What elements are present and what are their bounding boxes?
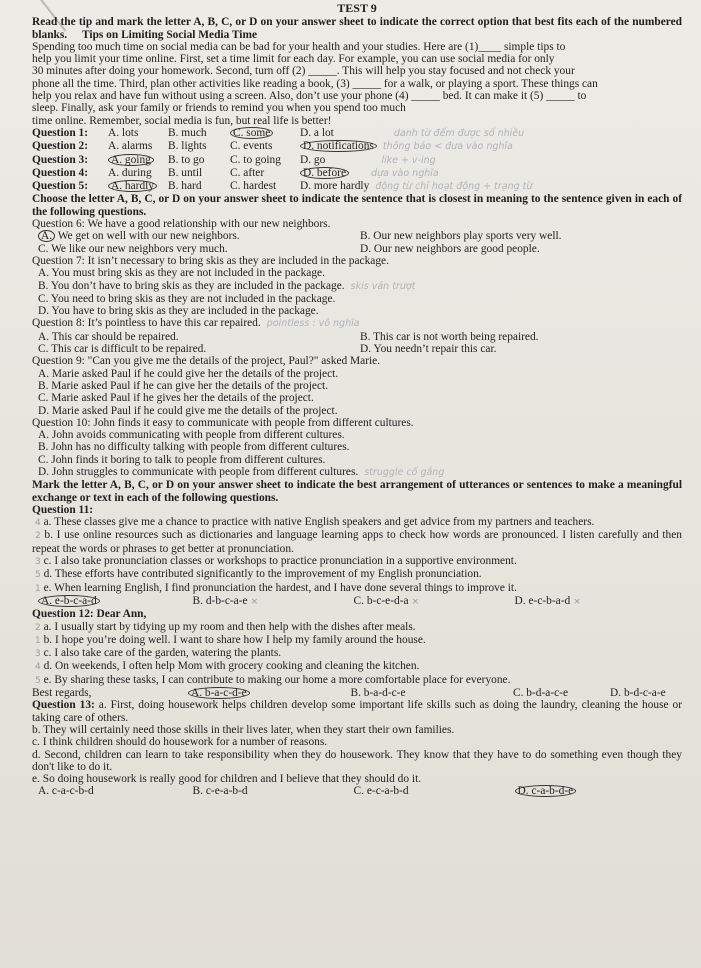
question-11-label: Question 11: xyxy=(32,503,94,516)
handwritten-note: động từ chỉ hoạt động + trạng từ xyxy=(375,181,533,193)
option-a[interactable]: A. We get on well with our new neighbors. xyxy=(38,230,360,242)
passage-line: Spending too much time on social media can be bad for your health and your studies. Here are (1)____ simple tips to xyxy=(32,40,566,53)
section3-instruction: Mark the letter A, B, C, or D on your answer sheet to indicate the best arrangement of utterances or sentences to make a meaningful exchange or text in each of the following questions. xyxy=(32,479,682,504)
option-d[interactable]: D. You have to bring skis as they are included in the package. xyxy=(38,305,319,318)
list-item: c. I think children should do housework for a number of reasons. xyxy=(32,736,328,749)
list-item: 3 c. I also take care of the garden, watering the plants. xyxy=(35,647,282,660)
question-9-stem: Question 9: "Can you give me the details of the project, Paul?" asked Marie. xyxy=(32,355,381,368)
option-c[interactable]: C. You need to bring skis as they are not included in the package. xyxy=(38,292,336,305)
handwritten-note: dựa vào nghĩa xyxy=(371,167,439,179)
option-c[interactable]: C. after xyxy=(230,166,265,179)
option-d[interactable]: D. Our new neighbors are good people. xyxy=(360,242,540,255)
list-item: b. They will certainly need those skills in their lives later, when they start their own families. xyxy=(32,723,455,736)
option-b[interactable]: B. You don’t have to bring skis as they are included in the package. skis ván trượt xyxy=(38,279,416,292)
option-d[interactable]: D. a lot xyxy=(300,126,334,139)
option-d[interactable]: D. notifications xyxy=(300,140,377,152)
question-8-options xyxy=(32,331,682,356)
handwritten-note: danh từ đếm được số nhiều xyxy=(393,127,525,139)
option-b[interactable]: B. hard xyxy=(168,180,202,193)
option-a[interactable]: A. John avoids communicating with people from different cultures. xyxy=(38,429,345,442)
question-13-options xyxy=(32,785,682,797)
option-c[interactable]: C. Marie asked Paul if he gives her the details of the project. xyxy=(38,392,314,405)
option-a[interactable]: A. lots xyxy=(108,126,139,139)
handwritten-note: struggle cố gắng xyxy=(364,466,445,478)
option-b[interactable]: B. much xyxy=(168,126,207,139)
option-a[interactable]: A. e-b-c-a-d xyxy=(38,595,193,608)
option-a[interactable]: A. b-a-c-d-e xyxy=(188,687,351,699)
passage-line: help you relax and have fun without using a screen. Also, don’t use your phone (4) _____ bed. It can make it (5) _____ to xyxy=(32,90,587,103)
passage-title: Tips on Limiting Social Media Time xyxy=(82,28,258,41)
question-label: Question 3: xyxy=(32,153,89,166)
option-b[interactable]: B. lights xyxy=(168,140,207,153)
test-title: TEST 9 xyxy=(337,1,377,15)
passage-line: phone all the time. Third, plan other activities like reading a book, (3) _____ for a walk, or playing a sport. These things can xyxy=(32,77,598,90)
option-d[interactable]: D. John struggles to communicate with people from different cultures. struggle cố gắng xyxy=(38,465,445,478)
question-7-stem: Question 7: It isn’t necessary to bring skis as they are included in the package. xyxy=(32,254,389,267)
list-item: 4 d. On weekends, I often help Mom with grocery cooking and cleaning the kitchen. xyxy=(35,660,420,673)
section2-instruction: Choose the letter A, B, C, or D on your answer sheet to indicate the sentence that is closest in meaning to the sentence given in each of the following questions. xyxy=(32,193,682,218)
option-a[interactable]: A. going xyxy=(108,154,168,167)
option-a[interactable]: A. Marie asked Paul if he could give her the details of the project. xyxy=(38,367,339,380)
question-13 xyxy=(32,699,682,785)
question-8-stem: Question 8: It’s pointless to have this car repaired. pointless : vô nghĩa xyxy=(32,317,360,330)
option-a[interactable]: A. You must bring skis as they are not included in the package. xyxy=(38,267,325,280)
option-b[interactable]: B. Marie asked Paul if he can give her the details of the project. xyxy=(38,379,329,392)
option-b[interactable]: B. This car is not worth being repaired. xyxy=(360,330,539,343)
option-c[interactable]: C. some xyxy=(230,127,300,140)
question-label: Question 5: xyxy=(32,180,89,193)
question-label: Question 4: xyxy=(32,166,89,179)
passage xyxy=(32,41,682,127)
question-12-options xyxy=(32,687,682,699)
list-item: 2 b. I use online resources such as dictionaries and language learning apps to check how words are pronounced. I listen carefully and then repeat the words or phrases to get better at pronunciation. xyxy=(32,529,682,555)
option-d[interactable]: D. c-a-b-d-e xyxy=(515,785,682,797)
option-b[interactable]: B. to go xyxy=(168,153,205,166)
question-10-options xyxy=(32,429,682,479)
option-a[interactable]: A. during xyxy=(108,166,152,179)
option-b[interactable]: B. John has no difficulty talking with people from different cultures. xyxy=(38,441,350,454)
question-3 xyxy=(32,154,682,167)
option-d[interactable]: D. go xyxy=(300,153,326,166)
question-11-options xyxy=(32,595,682,608)
option-a[interactable]: A. c-a-c-b-d xyxy=(38,785,94,798)
list-item: 4 a. These classes give me a chance to practice with native English speakers and get advice from my partners and teachers. xyxy=(35,516,595,529)
list-item: e. So doing housework is really good for children and I believe that they should do it. xyxy=(32,773,422,786)
list-item: 1 e. When learning English, I find pronunciation the hardest, and I have done several things to improve it. xyxy=(35,581,517,594)
list-item: 5 e. By sharing these tasks, I can contribute to making our home a more comfortable place for everyone. xyxy=(35,673,511,686)
handwritten-note: thông báo < đưa vào nghĩa xyxy=(382,141,513,153)
question-1 xyxy=(32,127,682,140)
question-label: Question 2: xyxy=(32,140,89,153)
list-item: Question 13: a. First, doing housework helps children develop some important life skills such as doing the laundry, cleaning the house or taking care of others. xyxy=(32,699,683,724)
option-d[interactable]: D. e-c-b-a-d × xyxy=(514,594,581,607)
option-c[interactable]: C. hardest xyxy=(230,180,277,193)
option-c[interactable]: C. e-c-a-b-d xyxy=(353,785,409,798)
option-c[interactable]: C. This car is difficult to be repaired. xyxy=(38,343,207,356)
option-d[interactable]: D. before xyxy=(300,167,349,179)
option-c[interactable]: C. to going xyxy=(230,153,281,166)
question-12-items xyxy=(32,621,682,687)
closing: Best regards, xyxy=(32,687,92,700)
option-c[interactable]: C. b-c-e-d-a × xyxy=(353,594,420,607)
option-a[interactable]: A. hardly xyxy=(108,180,168,193)
question-11-items xyxy=(32,516,682,595)
option-b[interactable]: B. c-e-a-b-d xyxy=(192,785,248,798)
page-content xyxy=(32,0,682,798)
list-item: d. Second, children can learn to take responsibility when they do housework. They know that they have to do something even though they don't like to do it. xyxy=(32,748,682,773)
handwritten-note: pointless : vô nghĩa xyxy=(266,318,360,330)
question-5 xyxy=(32,180,682,193)
question-label: Question 1: xyxy=(32,126,89,139)
question-2 xyxy=(32,140,682,153)
option-c[interactable]: C. b-d-a-c-e xyxy=(513,687,569,700)
question-12-label: Question 12: Dear Ann, xyxy=(32,608,147,621)
option-d[interactable]: D. You needn’t repair this car. xyxy=(360,343,497,356)
option-c[interactable]: C. John finds it boring to talk to people from different cultures. xyxy=(38,453,326,466)
option-text: We get on well with our new neighbors. xyxy=(55,230,240,243)
list-item: 5 d. These efforts have contributed significantly to the improvement of my English pronunciation. xyxy=(35,568,482,581)
option-b[interactable]: B. d-b-c-a-e × xyxy=(192,594,259,607)
option-c[interactable]: C. events xyxy=(230,140,273,153)
option-d[interactable]: D. b-d-c-a-e xyxy=(610,687,666,700)
option-c[interactable]: C. We like our new neighbors very much. xyxy=(38,242,228,255)
option-d[interactable]: D. more hardly xyxy=(300,180,370,193)
question-10-stem: Question 10: John finds it easy to communicate with people from different cultures. xyxy=(32,416,414,429)
question-9-options xyxy=(32,368,682,417)
list-item: 3 c. I also take pronunciation classes or workshops to practice pronunciation in a supportive environment. xyxy=(35,555,517,568)
passage-line: help you limit your time online. First, set a time limit for each day. For example, you can use social media for only xyxy=(32,53,555,66)
question-7-options xyxy=(32,267,682,317)
section1-instruction: Read the tip and mark the letter A, B, C, or D on your answer sheet to indicate the correct option that best fits each of the numbered blanks. Tips on Limiting Social Media Time xyxy=(32,16,682,41)
option-b[interactable]: B. Our new neighbors play sports very well. xyxy=(360,230,562,243)
option-b[interactable]: B. b-a-d-c-e xyxy=(350,687,406,700)
passage-line: 30 minutes after doing your homework. Second, turn off (2) _____. This will help you stay focused and not check your xyxy=(32,65,575,78)
option-b[interactable]: B. until xyxy=(168,166,203,179)
option-d[interactable]: D. Marie asked Paul if he could give me the details of the project. xyxy=(38,404,338,417)
question-6-stem: Question 6: We have a good relationship with our new neighbors. xyxy=(32,218,331,231)
question-6-options xyxy=(32,230,682,255)
option-a[interactable]: A. This car should be repaired. xyxy=(38,330,179,343)
list-item: 2 a. I usually start by tidying up my room and then help with the dishes after meals. xyxy=(35,620,416,633)
passage-line: sleep. Finally, ask your family or friends to remind you when you spend too much xyxy=(32,102,406,115)
question-4 xyxy=(32,167,682,180)
handwritten-note: like + v-ing xyxy=(381,154,436,166)
list-item: 1 b. I hope you’re doing well. I want to share how I help my family around the house. xyxy=(35,633,426,646)
passage-line: time online. Remember, social media is fun, but real life is better! xyxy=(32,114,332,127)
option-a[interactable]: A. alarms xyxy=(108,140,153,153)
handwritten-note: skis ván trượt xyxy=(350,280,416,292)
option-c-d xyxy=(513,687,682,699)
